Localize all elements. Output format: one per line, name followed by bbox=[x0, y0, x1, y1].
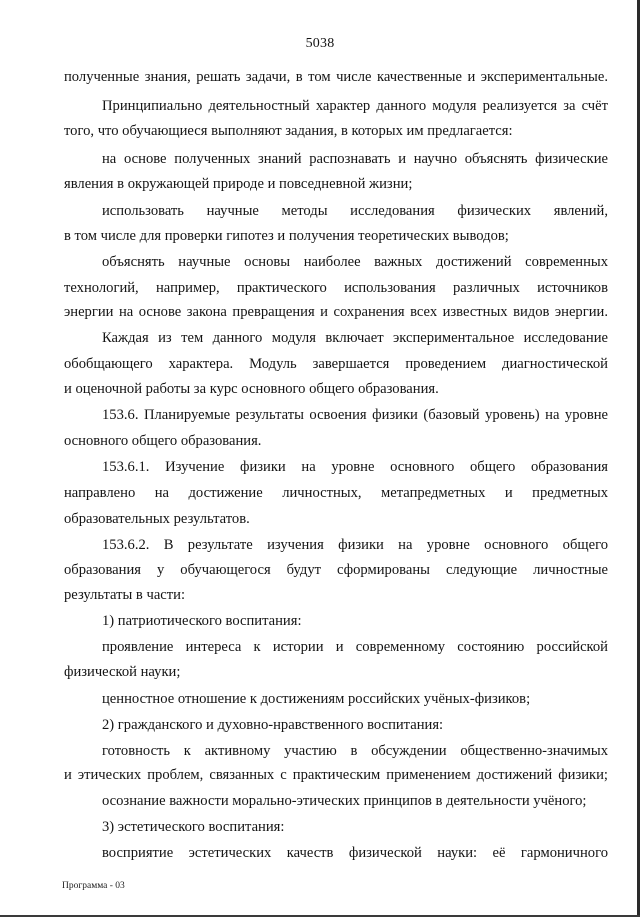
section-heading: 153.6.2. В результате изучения физики на уровне основного общего bbox=[102, 537, 608, 553]
text-line: ценностное отношение к достижениям российских учёных-физиков; bbox=[102, 691, 531, 707]
text-line: энергии на основе закона превращения и сохранения всех известных видов энергии. bbox=[64, 304, 608, 320]
text-line: готовность к активному участию в обсуждении общественно-значимых bbox=[102, 743, 608, 759]
text-line: образовательных результатов. bbox=[64, 511, 250, 527]
text-line: Каждая из тем данного модуля включает экспериментальное исследование bbox=[102, 330, 608, 346]
list-item-heading: 3) эстетического воспитания: bbox=[102, 819, 285, 835]
text-line: проявление интереса к истории и современному состоянию российской bbox=[102, 639, 608, 655]
list-item-heading: 1) патриотического воспитания: bbox=[102, 613, 302, 629]
text-line: использовать научные методы исследования физических явлений, bbox=[102, 203, 608, 219]
text-line: основного общего образования. bbox=[64, 433, 262, 449]
footer-label: Программа - 03 bbox=[62, 881, 125, 891]
text-line: того, что обучающиеся выполняют задания, в которых им предлагается: bbox=[64, 123, 513, 139]
text-line: результаты в части: bbox=[64, 587, 186, 603]
section-heading: 153.6.1. Изучение физики на уровне основного общего образования bbox=[102, 459, 608, 475]
text-line: и оценочной работы за курс основного общего образования. bbox=[64, 381, 439, 397]
page-number: 5038 bbox=[305, 36, 335, 51]
text-line: технологий, например, практического использования различных источников bbox=[64, 280, 608, 296]
text-line: физической науки; bbox=[64, 664, 181, 680]
text-line: в том числе для проверки гипотез и получения теоретических выводов; bbox=[64, 228, 509, 244]
list-item-heading: 2) гражданского и духовно-нравственного воспитания: bbox=[102, 717, 444, 733]
text-line: восприятие эстетических качеств физической науки: её гармоничного bbox=[102, 845, 608, 861]
text-line: полученные знания, решать задачи, в том числе качественные и экспериментальные. bbox=[64, 69, 608, 85]
text-line: осознание важности морально-этических принципов в деятельности учёного; bbox=[102, 793, 587, 809]
text-line: и этических проблем, связанных с практическим применением достижений физики; bbox=[64, 767, 608, 783]
text-line: на основе полученных знаний распознавать и научно объяснять физические bbox=[102, 151, 608, 167]
text-line: обобщающего характера. Модуль завершается проведением диагностической bbox=[64, 356, 608, 372]
text-line: Принципиально деятельностный характер данного модуля реализуется за счёт bbox=[102, 98, 608, 114]
section-heading: 153.6. Планируемые результаты освоения физики (базовый уровень) на уровне bbox=[102, 407, 608, 423]
text-line: направлено на достижение личностных, метапредметных и предметных bbox=[64, 485, 608, 501]
text-line: явления в окружающей природе и повседневной жизни; bbox=[64, 176, 413, 192]
text-line: объяснять научные основы наиболее важных достижений современных bbox=[102, 254, 608, 270]
text-line: образования у обучающегося будут сформированы следующие личностные bbox=[64, 562, 608, 578]
